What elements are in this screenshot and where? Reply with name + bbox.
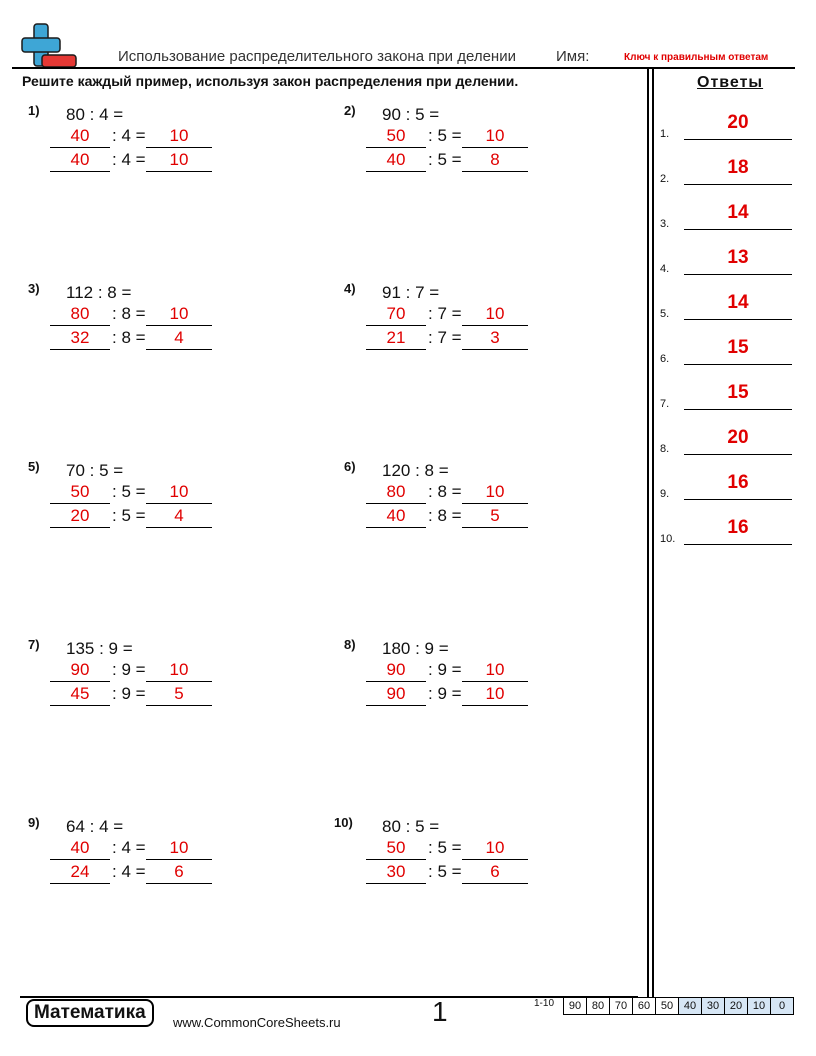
partial-quotient-answer: 10 [462, 837, 528, 860]
divisor-operator: : 4 = [112, 838, 146, 857]
divisor-operator: : 4 = [112, 126, 146, 145]
answer-number: 8. [660, 443, 670, 455]
problem-question: 112 : 8 = [66, 283, 132, 302]
problem [344, 637, 634, 747]
problem-step-row [50, 837, 220, 861]
problem-step-row [366, 683, 536, 707]
problem-question: 91 : 7 = [382, 283, 440, 302]
answer-row [660, 292, 792, 320]
score-cell: 80 [587, 998, 610, 1014]
problem-step-row [50, 327, 220, 351]
problem-question: 180 : 9 = [382, 639, 449, 658]
problem-number: 6) [344, 459, 356, 474]
name-label: Имя: [556, 48, 590, 65]
partial-quotient-answer: 5 [462, 505, 528, 528]
partial-dividend-answer: 32 [50, 327, 110, 350]
answer-row [660, 517, 792, 545]
partial-quotient-answer: 5 [146, 683, 212, 706]
answers-title: Ответы [697, 74, 764, 91]
divisor-operator: : 5 = [428, 838, 462, 857]
divisor-operator: : 7 = [428, 328, 462, 347]
answer-row [660, 382, 792, 410]
problem-step-row [50, 303, 220, 327]
problem-question: 70 : 5 = [66, 461, 124, 480]
divisor-operator: : 5 = [428, 150, 462, 169]
problem-number: 5) [28, 459, 40, 474]
answer-value: 15 [684, 383, 792, 410]
score-range-label: 1-10 [534, 998, 555, 1009]
answer-value: 13 [684, 248, 792, 275]
problem-question: 80 : 4 = [66, 105, 124, 124]
partial-quotient-answer: 10 [462, 659, 528, 682]
problem-step-row [50, 683, 220, 707]
partial-quotient-answer: 10 [462, 303, 528, 326]
answer-row [660, 472, 792, 500]
problem-step-row [50, 861, 220, 885]
answer-number: 4. [660, 263, 670, 275]
problem [28, 459, 318, 569]
partial-dividend-answer: 80 [366, 481, 426, 504]
score-cell: 40 [679, 998, 702, 1014]
problem [334, 815, 624, 925]
score-table [563, 997, 794, 1015]
problem [28, 281, 318, 391]
problem-step-row [366, 505, 536, 529]
answer-row [660, 157, 792, 185]
partial-dividend-answer: 90 [50, 659, 110, 682]
score-cell: 0 [771, 998, 793, 1014]
problem-number: 9) [28, 815, 40, 830]
partial-dividend-answer: 40 [50, 125, 110, 148]
problem [344, 281, 634, 391]
answer-row [660, 112, 792, 140]
answer-number: 3. [660, 218, 670, 230]
partial-dividend-answer: 50 [366, 837, 426, 860]
problem-step-row [366, 125, 536, 149]
partial-quotient-answer: 10 [462, 481, 528, 504]
problem-question: 64 : 4 = [66, 817, 124, 836]
divisor-operator: : 5 = [428, 862, 462, 881]
problem-step-row [50, 659, 220, 683]
divisor-operator: : 9 = [428, 660, 462, 679]
problem [28, 815, 318, 925]
partial-dividend-answer: 50 [366, 125, 426, 148]
answer-value: 18 [684, 158, 792, 185]
problem-question: 90 : 5 = [382, 105, 440, 124]
brand-logo: Математика [26, 999, 154, 1027]
answer-number: 7. [660, 398, 670, 410]
problem-number: 10) [334, 815, 353, 830]
page-number: 1 [432, 996, 448, 1027]
problem-step-row [50, 125, 220, 149]
answer-value: 14 [684, 293, 792, 320]
partial-quotient-answer: 6 [462, 861, 528, 884]
answer-number: 5. [660, 308, 670, 320]
problem-step-row [366, 481, 536, 505]
answer-value: 16 [684, 518, 792, 545]
problem-step-row [50, 505, 220, 529]
partial-quotient-answer: 10 [146, 303, 212, 326]
divisor-operator: : 9 = [428, 684, 462, 703]
partial-quotient-answer: 10 [462, 683, 528, 706]
worksheet-title: Использование распределительного закона при делении [118, 48, 516, 65]
partial-dividend-answer: 20 [50, 505, 110, 528]
partial-quotient-answer: 10 [146, 149, 212, 172]
partial-quotient-answer: 10 [146, 659, 212, 682]
answer-value: 15 [684, 338, 792, 365]
partial-dividend-answer: 90 [366, 683, 426, 706]
partial-quotient-answer: 10 [146, 837, 212, 860]
partial-quotient-answer: 4 [146, 505, 212, 528]
problem-number: 1) [28, 103, 40, 118]
divisor-operator: : 8 = [112, 328, 146, 347]
score-cell: 50 [656, 998, 679, 1014]
partial-dividend-answer: 30 [366, 861, 426, 884]
partial-dividend-answer: 40 [366, 505, 426, 528]
answer-row [660, 427, 792, 455]
partial-quotient-answer: 3 [462, 327, 528, 350]
problem-step-row [366, 149, 536, 173]
problem [28, 103, 318, 213]
answer-number: 6. [660, 353, 670, 365]
problem-question: 80 : 5 = [382, 817, 440, 836]
answer-value: 16 [684, 473, 792, 500]
partial-dividend-answer: 70 [366, 303, 426, 326]
problem-step-row [50, 149, 220, 173]
partial-quotient-answer: 10 [146, 481, 212, 504]
partial-dividend-answer: 50 [50, 481, 110, 504]
instructions: Решите каждый пример, используя закон распределения при делении. [22, 73, 519, 89]
problem-question: 120 : 8 = [382, 461, 449, 480]
problem-number: 3) [28, 281, 40, 296]
partial-quotient-answer: 8 [462, 149, 528, 172]
answer-number: 10. [660, 533, 676, 545]
divisor-operator: : 8 = [112, 304, 146, 323]
problem-number: 8) [344, 637, 356, 652]
problem-step-row [366, 659, 536, 683]
divisor-operator: : 7 = [428, 304, 462, 323]
score-cell: 30 [702, 998, 725, 1014]
answer-key-label: Ключ к правильным ответам [624, 52, 769, 63]
answer-number: 2. [660, 173, 670, 185]
divisor-operator: : 8 = [428, 506, 462, 525]
partial-dividend-answer: 40 [50, 149, 110, 172]
problem-step-row [366, 327, 536, 351]
problem-step-row [366, 303, 536, 327]
divisor-operator: : 9 = [112, 660, 146, 679]
partial-quotient-answer: 4 [146, 327, 212, 350]
plus-minus-logo-icon [20, 22, 78, 70]
problem [344, 459, 634, 569]
partial-dividend-answer: 45 [50, 683, 110, 706]
divisor-operator: : 9 = [112, 684, 146, 703]
problem-question: 135 : 9 = [66, 639, 133, 658]
problem-number: 2) [344, 103, 356, 118]
divisor-operator: : 4 = [112, 862, 146, 881]
partial-quotient-answer: 6 [146, 861, 212, 884]
divisor-operator: : 4 = [112, 150, 146, 169]
answer-value: 20 [684, 428, 792, 455]
problem-number: 4) [344, 281, 356, 296]
answer-number: 9. [660, 488, 670, 500]
score-cell: 10 [748, 998, 771, 1014]
partial-dividend-answer: 21 [366, 327, 426, 350]
answer-row [660, 337, 792, 365]
answer-row [660, 247, 792, 275]
divisor-operator: : 5 = [112, 482, 146, 501]
column-divider-left [647, 67, 649, 997]
divisor-operator: : 8 = [428, 482, 462, 501]
partial-dividend-answer: 40 [50, 837, 110, 860]
problem [28, 637, 318, 747]
partial-dividend-answer: 80 [50, 303, 110, 326]
score-cell: 60 [633, 998, 656, 1014]
column-divider-right [652, 67, 654, 997]
answer-number: 1. [660, 128, 670, 140]
divisor-operator: : 5 = [112, 506, 146, 525]
partial-quotient-answer: 10 [146, 125, 212, 148]
score-cell: 70 [610, 998, 633, 1014]
answer-value: 14 [684, 203, 792, 230]
partial-dividend-answer: 24 [50, 861, 110, 884]
score-cell: 90 [564, 998, 587, 1014]
answer-row [660, 202, 792, 230]
divisor-operator: : 5 = [428, 126, 462, 145]
problem-number: 7) [28, 637, 40, 652]
problem-step-row [366, 861, 536, 885]
partial-quotient-answer: 10 [462, 125, 528, 148]
partial-dividend-answer: 90 [366, 659, 426, 682]
website-link[interactable]: www.CommonCoreSheets.ru [173, 1015, 341, 1030]
partial-dividend-answer: 40 [366, 149, 426, 172]
problem [344, 103, 634, 213]
score-cell: 20 [725, 998, 748, 1014]
header-divider [12, 67, 795, 69]
problem-step-row [50, 481, 220, 505]
answer-value: 20 [684, 113, 792, 140]
problem-step-row [366, 837, 536, 861]
